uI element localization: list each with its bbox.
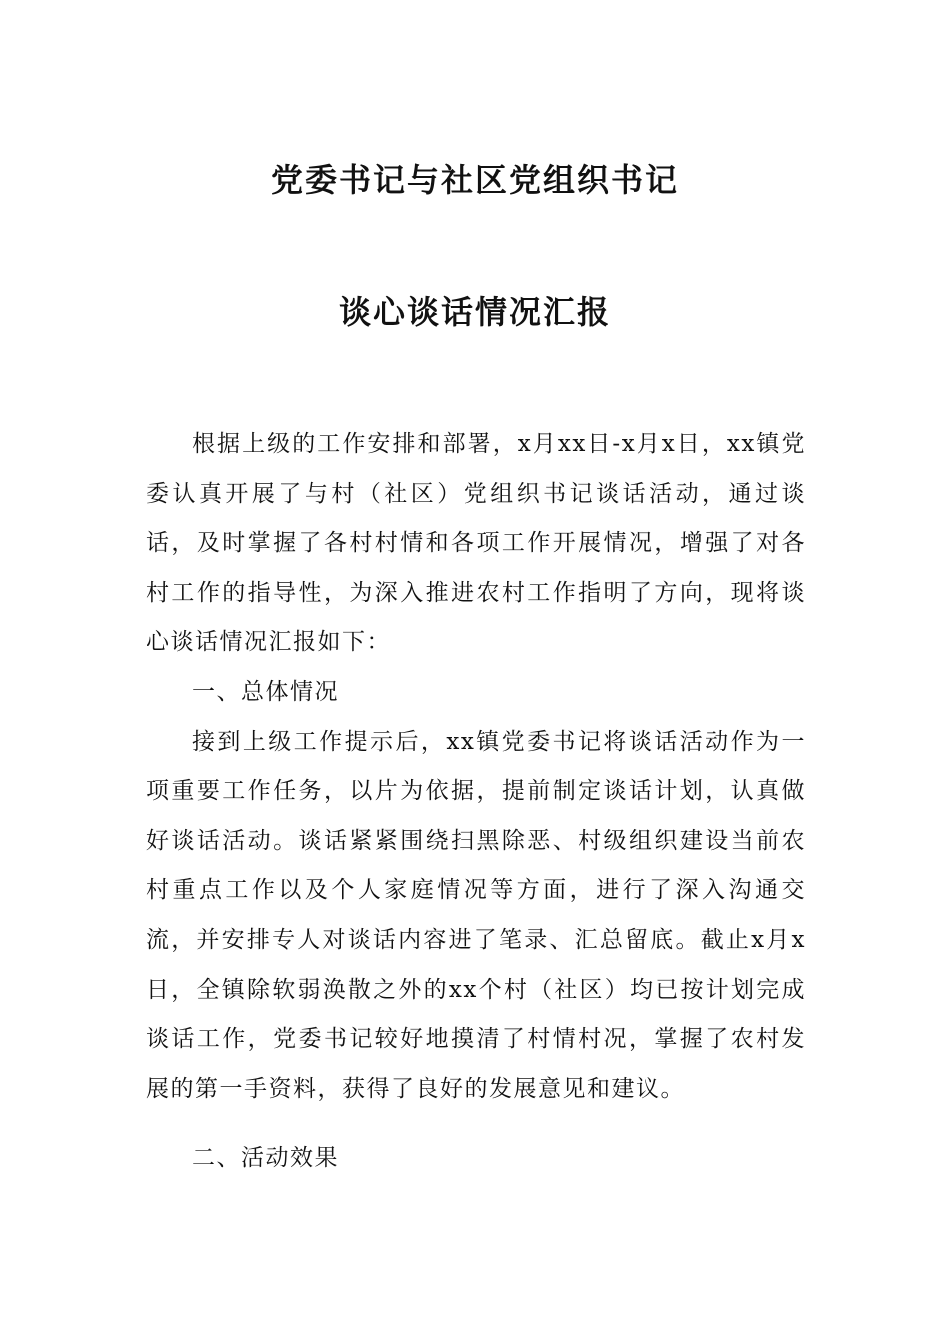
section-heading-effect: 二、活动效果 <box>192 1145 339 1172</box>
paragraph-intro: 根据上级的工作安排和部署，x月xx日-x月x日，xx镇党委认真开展了与村（社区）党组织书记谈话活动，通过谈话，及时掌握了各村村情和各项工作开展情况，增强了对各村工作的指导性，为深入推进农村工作指明了方向，现将谈心谈话情况汇报如下： <box>146 431 806 656</box>
paragraph-overall: 接到上级工作提示后，xx镇党委书记将谈话活动作为一项重要工作任务，以片为依据，提前制定谈话计划，认真做好谈话活动。谈话紧紧围绕扫黑除恶、村级组织建设当前农村重点工作以及个人家庭情况等方面，进行了深入沟通交流，并安排专人对谈话内容进了笔录、汇总留底。截止x月x日，全镇除软弱涣散之外的xx个村（社区）均已按计划完成谈话工作，党委书记较好地摸清了村情村况，掌握了农村发展的第一手资料，获得了良好的发展意见和建议。 <box>146 728 806 1102</box>
paragraph-gap <box>146 1114 806 1134</box>
section-heading-overall: 一、总体情况 <box>192 678 339 705</box>
title-line-1: 党委书记与社区党组织书记 <box>270 161 679 199</box>
title-line-2: 谈心谈话情况汇报 <box>338 293 611 331</box>
document-body <box>146 420 806 1184</box>
